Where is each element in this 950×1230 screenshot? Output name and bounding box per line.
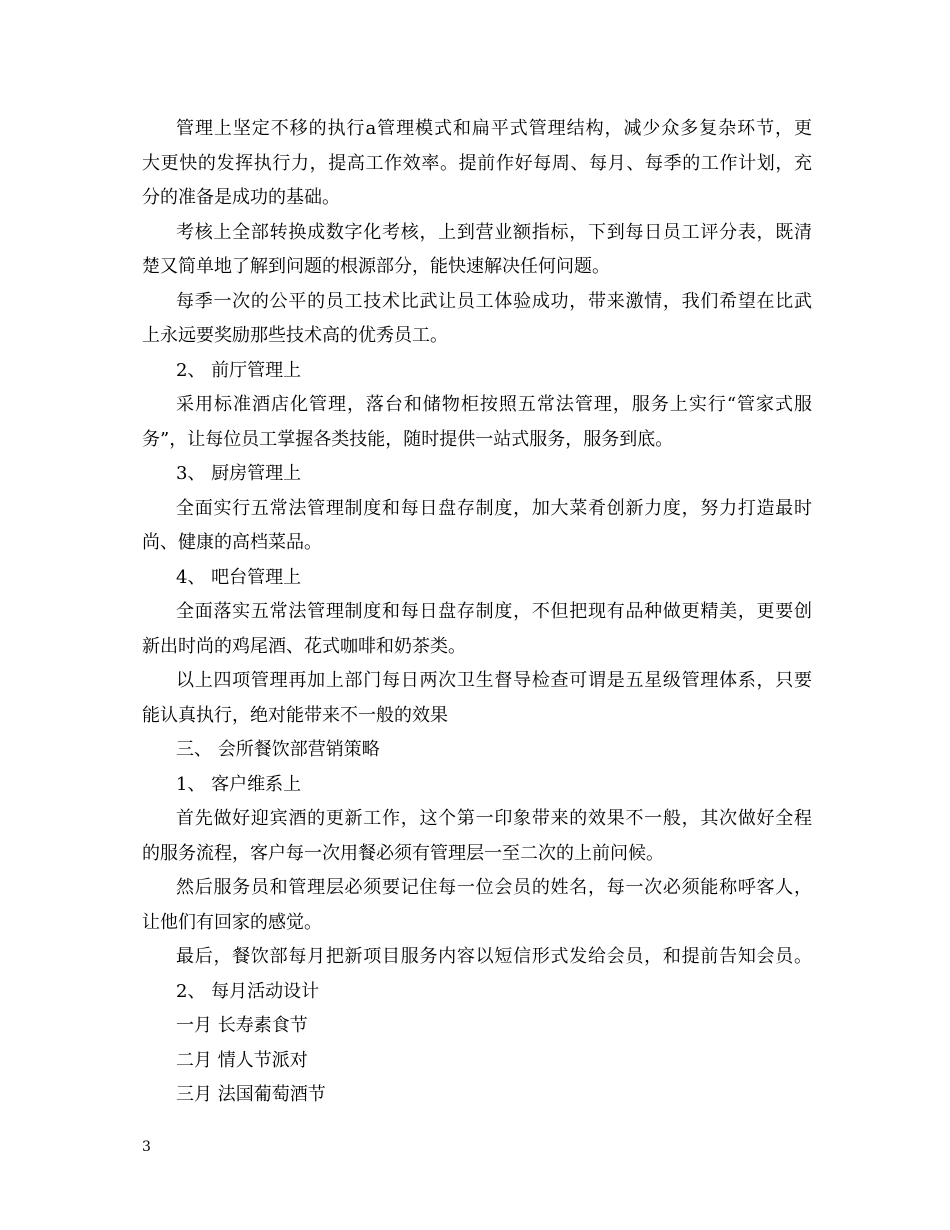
text-line: 管理上坚定不移的执行a管理模式和扁平式管理结构，减少众多复杂环节，更	[176, 118, 812, 139]
text-line: 2、 前厅管理上	[176, 359, 302, 381]
text-line: 分的准备是成功的基础。	[142, 187, 340, 208]
text-line: 尚、健康的高档菜品。	[142, 532, 322, 553]
text-line: 让他们有回家的感觉。	[142, 911, 322, 933]
text-line: 全面实行五常法管理制度和每日盘存制度，加大菜肴创新力度，努力打造最时	[176, 497, 812, 519]
text-line: 1、 客户维系上	[176, 773, 302, 795]
text-line: 首先做好迎宾酒的更新工作，这个第一印象带来的效果不一般，其次做好全程	[176, 808, 812, 829]
text-line: 楚又简单地了解到问题的根源部分，能快速解决任何问题。	[142, 256, 610, 277]
text-line: 三、 会所餐饮部营销策略	[176, 739, 380, 760]
text-line: 最后，餐饮部每月把新项目服务内容以短信形式发给会员，和提前告知会员。	[176, 946, 812, 967]
text-line: 务”，让每位员工掌握各类技能，随时提供一站式服务，服务到底。	[142, 428, 674, 450]
text-line: 的服务流程，客户每一次用餐必须有管理层一至二次的上前问候。	[142, 842, 664, 864]
text-line: 采用标准酒店化管理，落台和储物柜按照五常法管理，服务上实行“管家式服	[176, 394, 812, 415]
text-line: 能认真执行，绝对能带来不一般的效果	[142, 704, 448, 726]
text-line: 2、 每月活动设计	[176, 980, 320, 1002]
text-line: 4、 吧台管理上	[176, 566, 302, 588]
document-body	[142, 112, 812, 1113]
text-line: 新出时尚的鸡尾酒、花式咖啡和奶茶类。	[142, 635, 466, 657]
text-line: 全面落实五常法管理制度和每日盘存制度，不但把现有品种做更精美，更要创	[176, 601, 812, 622]
text-line: 三月 法国葡萄酒节	[176, 1084, 326, 1105]
text-line: 3、 厨房管理上	[176, 463, 302, 484]
page-number: 3	[142, 1139, 151, 1155]
text-line: 每季一次的公平的员工技术比武让员工体验成功，带来激情，我们希望在比武	[176, 290, 812, 312]
text-line: 二月 情人节派对	[176, 1049, 308, 1071]
text-line: 然后服务员和管理层必须要记住每一位会员的姓名，每一次必须能称呼客人，	[176, 877, 812, 898]
text-line: 一月 长寿素食节	[176, 1015, 308, 1036]
text-line: 大更快的发挥执行力，提高工作效率。提前作好每周、每月、每季的工作计划，充	[142, 152, 812, 174]
text-line: 以上四项管理再加上部门每日两次卫生督导检查可谓是五星级管理体系，只要	[176, 670, 812, 691]
text-line: 上永远要奖励那些技术高的优秀员工。	[142, 325, 448, 346]
text-line: 考核上全部转换成数字化考核，上到营业额指标，下到每日员工评分表，既清	[176, 221, 812, 243]
